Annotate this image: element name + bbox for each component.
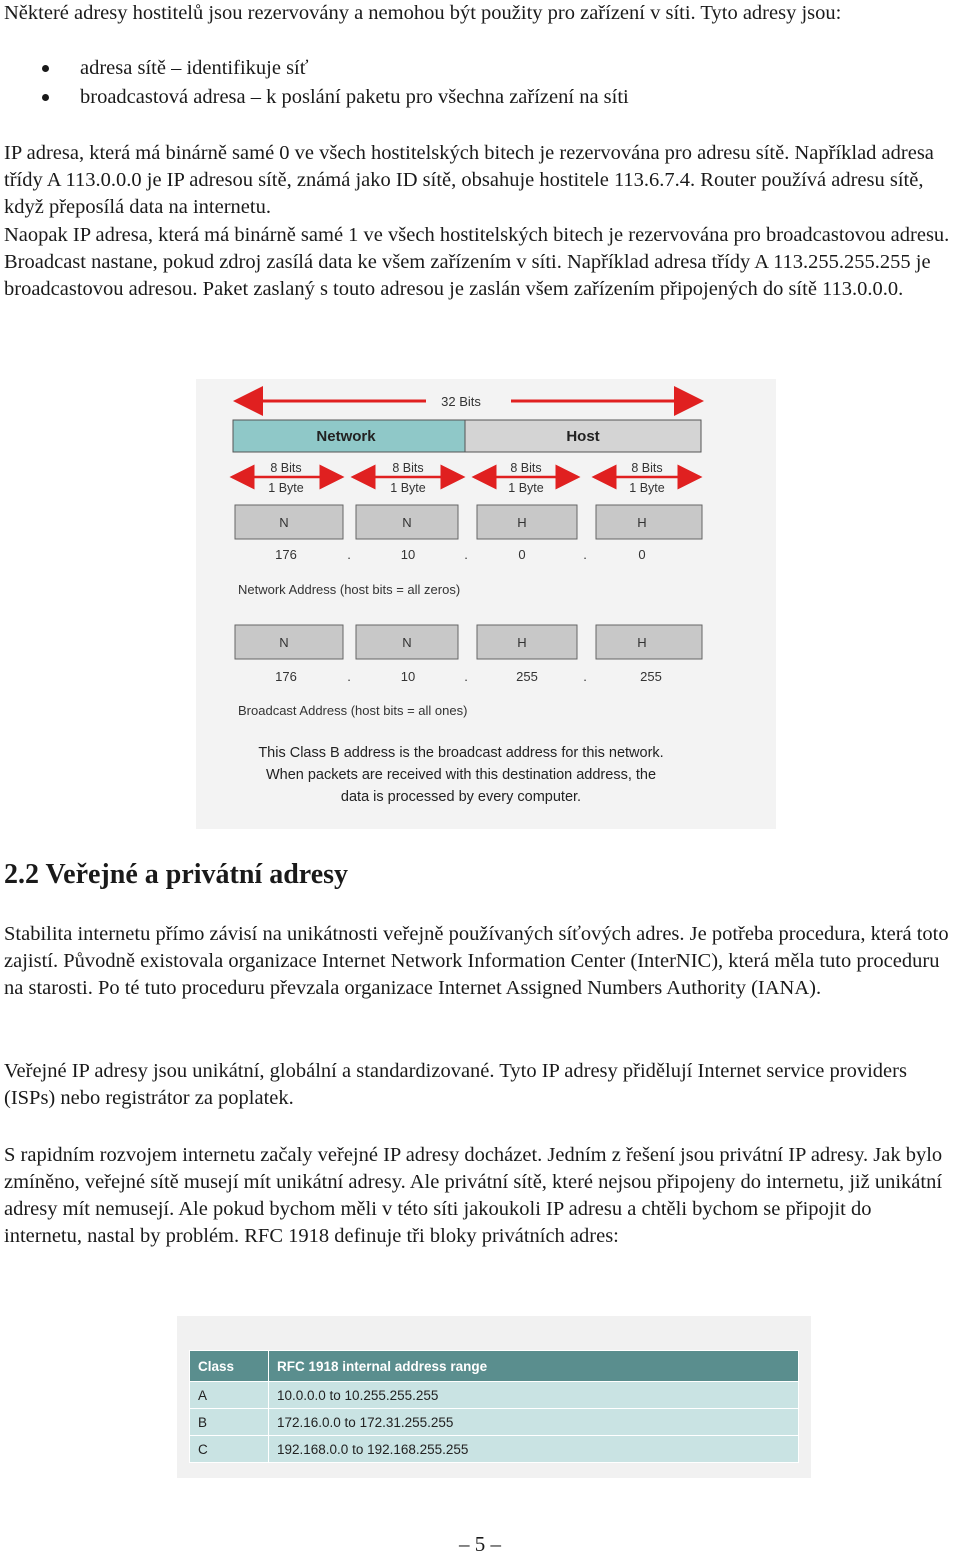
octet-dot: .: [347, 547, 351, 562]
column-header: RFC 1918 internal address range: [269, 1351, 799, 1382]
table-cell: C: [190, 1436, 269, 1463]
network-label: Network: [316, 428, 376, 445]
table-cell: B: [190, 1409, 269, 1436]
octet-value: 255: [640, 669, 662, 684]
octet-type: N: [402, 515, 412, 530]
octet-value: 176: [275, 669, 297, 684]
table-cell: A: [190, 1382, 269, 1409]
svg-text:This Class B address is the br: This Class B address is the broadcast address for this network.: [258, 745, 664, 761]
octet-type: N: [279, 635, 289, 650]
octet-value: 255: [516, 669, 538, 684]
octet-value: 10: [400, 547, 416, 562]
section-heading: 2.2 Veřejné a privátní adresy: [4, 859, 349, 890]
octet-byte-label: 1 Byte: [629, 481, 665, 495]
octet-type: N: [279, 515, 289, 530]
octet-dot: .: [583, 669, 587, 684]
table-row: [190, 1436, 799, 1463]
table-cell: 192.168.0.0 to 192.168.255.255: [269, 1436, 799, 1463]
octet-dot: .: [583, 547, 587, 562]
octet-value: 0: [638, 547, 646, 562]
list-item: broadcastová adresa – k poslání paketu pro všechna zařízení na síti: [0, 83, 950, 112]
broadcast-address-caption: Broadcast Address (host bits = all ones): [238, 703, 468, 718]
table-cell: 10.0.0.0 to 10.255.255.255: [269, 1382, 799, 1409]
octet-type: H: [637, 635, 647, 650]
page-number: – 5 –: [459, 1532, 501, 1556]
address-structure-diagram: [196, 379, 776, 829]
list-item: adresa sítě – identifikuje síť: [0, 54, 950, 83]
private-addresses-paragraph: S rapidním rozvojem internetu začaly veřejné IP adresy docházet. Jedním z řešení jsou privátní IP adresy. Jak bylo zmíněno, veřejné sítě musejí mít unikátní adresy. Ale privátní sítě, které nejsou připojeny do internetu, již unikátní adresy mít nemusejí. Ale pokud bychom měli v této síti jakoukoli IP adresu a chtěli bychom se připojit do internetu, nastal by problém. RFC 1918 definuje tři bloky privátních adres:: [4, 1144, 943, 1247]
octet-bits-label: 8 Bits: [510, 461, 542, 475]
bits-total-label: 32 Bits: [441, 394, 481, 409]
octet-value: 176: [275, 547, 297, 562]
table-cell: 172.16.0.0 to 172.31.255.255: [269, 1409, 799, 1436]
table-header-row: [190, 1351, 799, 1382]
octet-bits-label: 8 Bits: [392, 461, 424, 475]
octet-byte-label: 1 Byte: [508, 481, 544, 495]
address-structure-figure: [196, 379, 776, 829]
table-row: [190, 1409, 799, 1436]
column-header: Class: [190, 1351, 269, 1382]
network-octet-boxes: [235, 505, 702, 539]
octet-value: 10: [400, 669, 416, 684]
octet-type: H: [517, 635, 527, 650]
stability-paragraph: Stabilita internetu přímo závisí na unikátnosti veřejně používaných síťových adres. Je potřeba procedura, která toto zajistí. Původně existovala organizace Internet Network Information Center (InterNIC), která měla tuto proceduru na starosti. Po té tuto proceduru převzala organizace Internet Assigned Numbers Authority (IANA).: [4, 923, 949, 999]
octet-value: 0: [518, 547, 526, 562]
svg-text:When packets are received with: When packets are received with this destination address, the: [265, 767, 657, 783]
network-address-caption: Network Address (host bits = all zeros): [238, 582, 461, 597]
public-addresses-paragraph: Veřejné IP adresy jsou unikátní, globální a standardizované. Tyto IP adresy přidělují Internet service providers (ISPs) nebo registrátor za poplatek.: [4, 1060, 907, 1109]
bullet-icon: [42, 65, 49, 72]
octet-type: N: [402, 635, 412, 650]
octet-type: H: [637, 515, 647, 530]
octet-byte-label: 1 Byte: [390, 481, 426, 495]
table-row: [190, 1382, 799, 1409]
reserved-address-list: [0, 54, 950, 112]
octet-byte-label: 1 Byte: [268, 481, 304, 495]
network-address-paragraph: IP adresa, která má binárně samé 0 ve všech hostitelských bitech je rezervována pro adresu sítě. Například adresa třídy A 113.0.0.0 je IP adresou sítě, známá jako ID sítě, obsahuje hostitele 113.6.7.4. Router používá adresu sítě, když přeposílá data na internetu.: [4, 142, 934, 218]
octet-dot: .: [464, 669, 468, 684]
host-label: Host: [566, 428, 600, 445]
svg-text:data is processed by every com: data is processed by every computer.: [340, 789, 582, 805]
broadcast-octet-boxes: [235, 625, 702, 659]
broadcast-address-paragraph: Naopak IP adresa, která má binárně samé 1 ve všech hostitelských bitech je rezervována pro broadcastovou adresu. Broadcast nastane, pokud zdroj zasílá data ke všem zařízením v síti. Například adresa třídy A 113.255.255.255 je broadcastovou adresou. Paket zaslaný s touto adresou je zaslán všem zařízením připojených do sítě 113.0.0.0.: [4, 224, 950, 300]
rfc1918-table: [189, 1350, 799, 1463]
octet-dot: .: [347, 669, 351, 684]
octet-type: H: [517, 515, 527, 530]
bullet-icon: [42, 94, 49, 101]
rfc1918-figure: [177, 1316, 811, 1478]
intro-paragraph: Některé adresy hostitelů jsou rezervovány a nemohou být použity pro zařízení v síti. Tyto adresy jsou:: [4, 2, 842, 24]
octet-dot: .: [464, 547, 468, 562]
broadcast-note: [258, 745, 663, 805]
octet-bits-label: 8 Bits: [631, 461, 663, 475]
octet-bits-label: 8 Bits: [270, 461, 302, 475]
